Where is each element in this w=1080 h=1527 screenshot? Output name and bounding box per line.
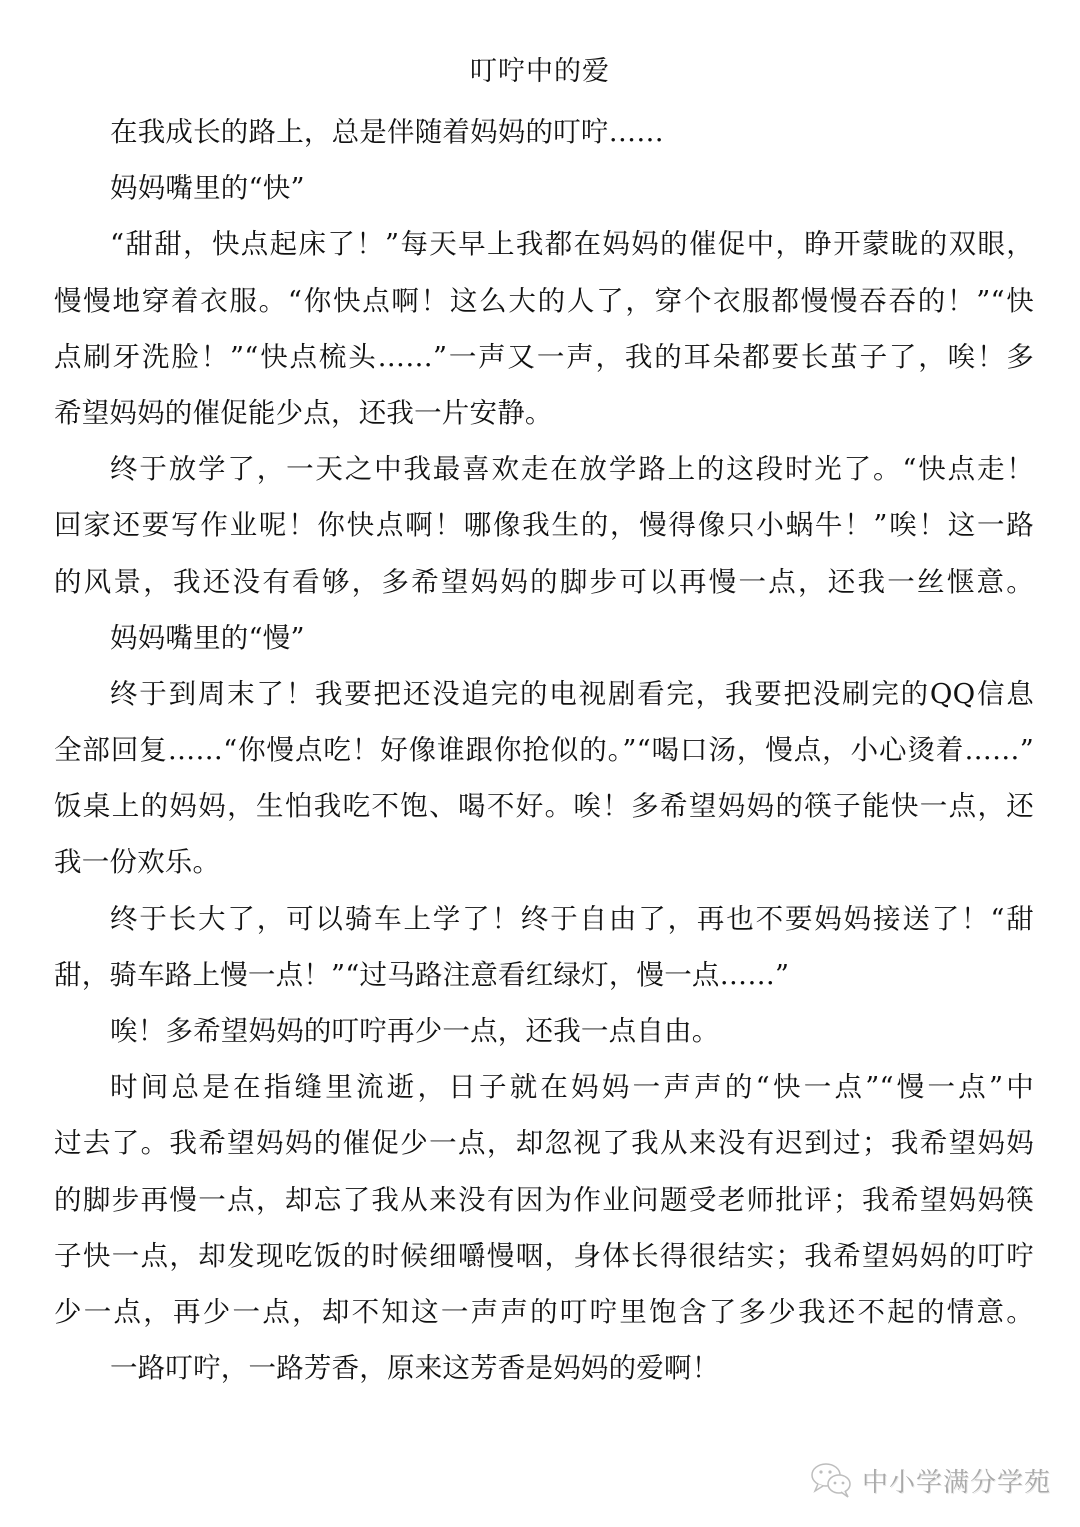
document-body (54, 104, 1034, 1396)
text-line: 时间总是在指缝里流逝，日子就在妈妈一声声的“快一点”“慢一点”中 (110, 1071, 1034, 1104)
text-line: 饭桌上的妈妈，生怕我吃不饱、喝不好。唉！多希望妈妈的筷子能快一点，还 (54, 790, 1034, 823)
text-line: 唉！多希望妈妈的叮咛再少一点，还我一点自由。 (110, 1015, 720, 1047)
text-line: 甜，骑车路上慢一点！”“过马路注意看红绿灯，慢一点……” (54, 958, 790, 991)
text-line: 全部回复……“你慢点吃！好像谁跟你抢似的。”“喝口汤，慢点，小心烫着……” (54, 734, 1034, 767)
text-line: 终于到周末了！我要把还没追完的电视剧看完，我要把没刷完的QQ信息 (110, 677, 1034, 710)
text-line: 终于放学了，一天之中我最喜欢走在放学路上的这段时光了。“快点走！ (110, 453, 1034, 486)
closing-line: 一路叮咛，一路芳香，原来这芳香是妈妈的爱啊！ (110, 1352, 720, 1385)
text-line: 回家还要写作业呢！你快点啊！哪像我生的，慢得像只小蜗牛！”唉！这一路 (54, 509, 1034, 542)
text-line: 的脚步再慢一点，却忘了我从来没有因为作业问题受老师批评；我希望妈妈筷 (54, 1183, 1034, 1216)
text-line: 过去了。我希望妈妈的催促少一点，却忽视了我从来没有迟到过；我希望妈妈 (54, 1127, 1034, 1160)
document-title: 叮咛中的爱 (470, 56, 610, 87)
watermark-text: 中小学满分学苑 (862, 1467, 1052, 1498)
text-line: 希望妈妈的催促能少点，还我一片安静。 (54, 396, 553, 429)
text-line: 慢慢地穿着衣服。“你快点啊！这么大的人了，穿个衣服都慢慢吞吞的！”“快 (54, 284, 1034, 317)
watermark (810, 1455, 1051, 1505)
text-line: 子快一点，却发现吃饭的时候细嚼慢咽，身体长得很结实；我希望妈妈的叮咛 (54, 1239, 1034, 1272)
text-line: 少一点，再少一点，却不知这一声声的叮咛里饱含了多少我还不起的情意。 (54, 1295, 1034, 1328)
text-line: 我一份欢乐。 (54, 846, 221, 879)
text-line: “甜甜，快点起床了！”每天早上我都在妈妈的催促中，睁开蒙眬的双眼， (110, 228, 1034, 261)
section-heading-fast: 妈妈嘴里的“快” (110, 172, 305, 205)
text-line: 终于长大了，可以骑车上学了！终于自由了，再也不要妈妈接送了！“甜 (110, 902, 1034, 935)
text-line: 的风景，我还没有看够，多希望妈妈的脚步可以再慢一点，还我一丝惬意。 (54, 565, 1034, 598)
text-line: 在我成长的路上，总是伴随着妈妈的叮咛…… (110, 116, 664, 148)
section-heading-slow: 妈妈嘴里的“慢” (110, 621, 305, 654)
text-line: 点刷牙洗脸！”“快点梳头……”一声又一声，我的耳朵都要长茧子了，唉！多 (54, 340, 1034, 373)
wechat-icon (810, 1460, 854, 1500)
